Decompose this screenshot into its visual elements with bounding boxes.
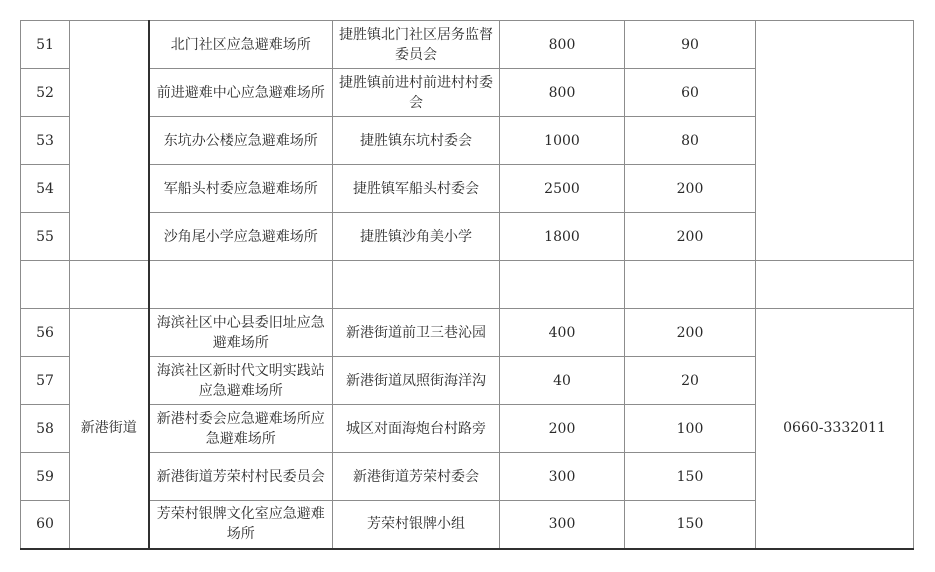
row-number: 53 (21, 117, 70, 165)
row-number: 60 (21, 501, 70, 549)
shelter-name: 东坑办公楼应急避难场所 (149, 117, 333, 165)
row-number: 57 (21, 357, 70, 405)
shelter-area: 300 (500, 501, 625, 549)
empty-cell (333, 261, 500, 309)
shelter-name: 军船头村委应急避难场所 (149, 165, 333, 213)
empty-cell (500, 261, 625, 309)
shelter-name: 前进避难中心应急避难场所 (149, 69, 333, 117)
row-number: 58 (21, 405, 70, 453)
managing-organization: 捷胜镇北门社区居务监督委员会 (333, 21, 500, 69)
row-number: 55 (21, 213, 70, 261)
empty-cell (756, 261, 914, 309)
shelter-area: 800 (500, 21, 625, 69)
managing-organization: 芳荣村银牌小组 (333, 501, 500, 549)
shelter-capacity: 80 (625, 117, 756, 165)
phone-cell-empty (756, 21, 914, 261)
shelter-table (20, 20, 914, 550)
empty-separator-row (21, 261, 914, 309)
shelter-capacity: 20 (625, 357, 756, 405)
row-number: 59 (21, 453, 70, 501)
shelter-capacity: 100 (625, 405, 756, 453)
row-number: 56 (21, 309, 70, 357)
row-number: 52 (21, 69, 70, 117)
empty-cell (149, 261, 333, 309)
shelter-area: 300 (500, 453, 625, 501)
managing-organization: 新港街道芳荣村委会 (333, 453, 500, 501)
managing-organization: 新港街道凤照街海洋沟 (333, 357, 500, 405)
shelter-name: 北门社区应急避难场所 (149, 21, 333, 69)
shelter-area: 200 (500, 405, 625, 453)
shelter-area: 40 (500, 357, 625, 405)
managing-organization: 新港街道前卫三巷沁园 (333, 309, 500, 357)
managing-organization: 捷胜镇东坑村委会 (333, 117, 500, 165)
street-cell-empty (70, 21, 149, 261)
shelter-capacity: 90 (625, 21, 756, 69)
table-row (21, 21, 914, 69)
empty-cell (70, 261, 149, 309)
managing-organization: 捷胜镇军船头村委会 (333, 165, 500, 213)
shelter-name: 新港街道芳荣村村民委员会 (149, 453, 333, 501)
shelter-capacity: 60 (625, 69, 756, 117)
shelter-name: 海滨社区中心县委旧址应急避难场所 (149, 309, 333, 357)
managing-organization: 捷胜镇沙角美小学 (333, 213, 500, 261)
shelter-area: 1000 (500, 117, 625, 165)
contact-phone: 0660-3332011 (756, 309, 914, 549)
shelter-name: 新港村委会应急避难场所应急避难场所 (149, 405, 333, 453)
shelter-capacity: 150 (625, 453, 756, 501)
managing-organization: 捷胜镇前进村前进村村委会 (333, 69, 500, 117)
managing-organization: 城区对面海炮台村路旁 (333, 405, 500, 453)
shelter-area: 2500 (500, 165, 625, 213)
street-name: 新港街道 (70, 309, 149, 549)
shelter-capacity: 200 (625, 309, 756, 357)
shelter-area: 800 (500, 69, 625, 117)
shelter-capacity: 150 (625, 501, 756, 549)
shelter-capacity: 200 (625, 165, 756, 213)
empty-cell (21, 261, 70, 309)
shelter-capacity: 200 (625, 213, 756, 261)
shelter-name: 芳荣村银牌文化室应急避难场所 (149, 501, 333, 549)
shelter-name: 海滨社区新时代文明实践站应急避难场所 (149, 357, 333, 405)
row-number: 54 (21, 165, 70, 213)
shelter-area: 400 (500, 309, 625, 357)
empty-cell (625, 261, 756, 309)
shelter-area: 1800 (500, 213, 625, 261)
row-number: 51 (21, 21, 70, 69)
table-row (21, 309, 914, 357)
shelter-name: 沙角尾小学应急避难场所 (149, 213, 333, 261)
